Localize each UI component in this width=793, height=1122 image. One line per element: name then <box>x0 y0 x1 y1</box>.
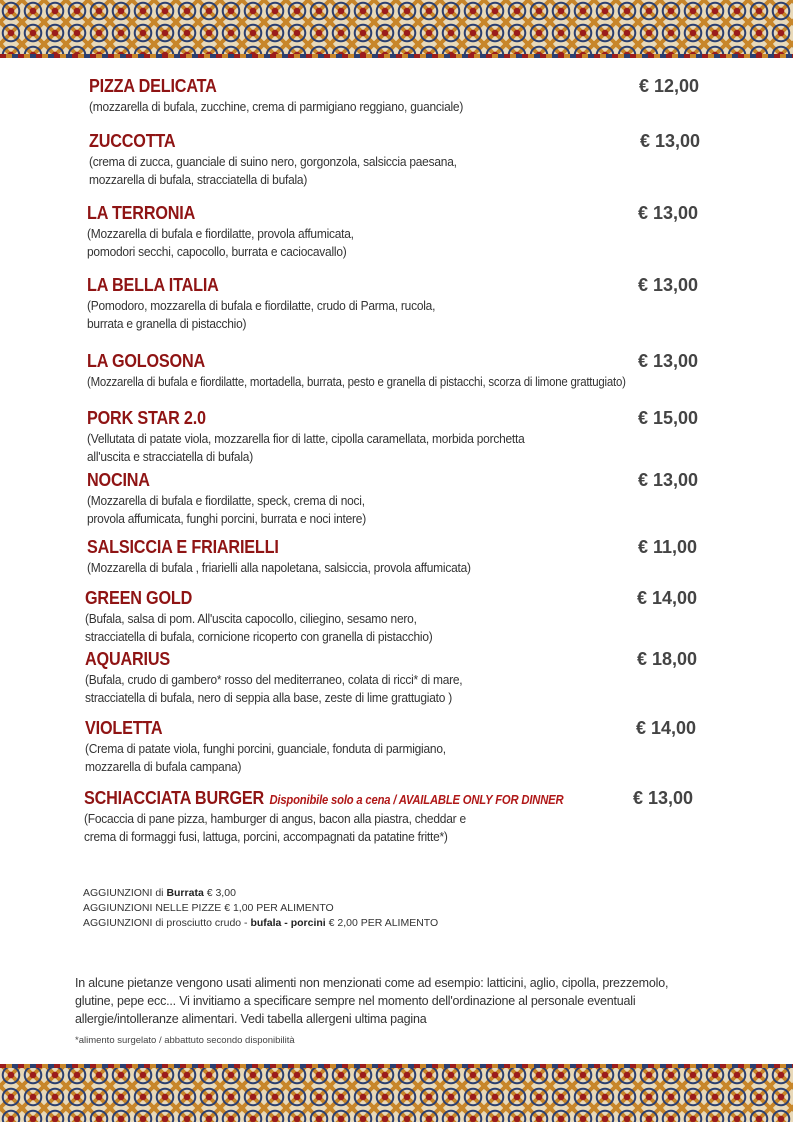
description-line: (Vellutata di patate viola, mozzarella fior di latte, cipolla caramellata, morbida porchetta <box>87 431 525 446</box>
pizza-name: AQUARIUS <box>85 649 170 669</box>
description-line: (Mozzarella di bufala e fiordilatte, provola affumicata, <box>87 226 354 241</box>
pizza-description <box>87 225 354 261</box>
frozen-footnote: *alimento surgelato / abbattuto secondo disponibilità <box>75 1035 295 1046</box>
description-line: mozzarella di bufala, stracciatella di bufala) <box>89 172 308 187</box>
extra-burrata: AGGIUNZIONI di Burrata € 3,00 <box>83 887 236 899</box>
description-line: (mozzarella di bufala, zucchine, crema di parmigiano reggiano, guanciale) <box>89 99 464 114</box>
pizza-description <box>84 810 466 846</box>
pizza-price: € 18,00 <box>637 649 698 669</box>
pizza-price: € 13,00 <box>638 203 699 223</box>
pizza-description <box>85 610 433 646</box>
description-line: (Pomodoro, mozzarella di bufala e fiordilatte, crudo di Parma, rucola, <box>87 298 436 313</box>
dinner-only-note: Disponibile solo a cena / AVAILABLE ONLY FOR DINNER <box>269 793 564 807</box>
pizza-name: PIZZA DELICATA <box>89 76 217 96</box>
pizza-name: PORK STAR 2.0 <box>87 408 206 428</box>
pizza-name: SALSICCIA E FRIARIELLI <box>87 537 279 557</box>
description-line: (Bufala, salsa di pom. All'uscita capocollo, ciliegino, sesamo nero, <box>85 611 417 626</box>
disclaimer-line: allergie/intolleranze alimentari. Vedi tabella allergeni ultima pagina <box>75 1012 427 1026</box>
pizza-name: LA GOLOSONA <box>87 351 206 371</box>
pizza-price: € 13,00 <box>638 351 699 371</box>
pizza-price: € 14,00 <box>636 718 697 738</box>
description-line: (crema di zucca, guanciale di suino nero, gorgonzola, salsiccia paesana, <box>89 154 457 169</box>
description-line: (Crema di patate viola, funghi porcini, guanciale, fonduta di parmigiano, <box>85 741 446 756</box>
pizza-description <box>87 430 525 466</box>
pizza-name: LA BELLA ITALIA <box>87 275 219 295</box>
pizza-name: NOCINA <box>87 470 150 490</box>
description-line: stracciatella di bufala, cornicione ricoperto con granella di pistacchio) <box>85 629 433 644</box>
pizza-price: € 13,00 <box>640 131 701 151</box>
pizza-price: € 14,00 <box>637 588 698 608</box>
pizza-description <box>85 671 462 707</box>
pizza-name: GREEN GOLD <box>85 588 193 608</box>
disclaimer-line: glutine, pepe ecc... Vi invitiamo a specificare sempre nel momento dell'ordinazione al personale eventuali <box>75 994 636 1008</box>
pizza-price: € 13,00 <box>633 788 694 808</box>
description-line: (Mozzarella di bufala e fiordilatte, speck, crema di noci, <box>87 493 365 508</box>
pizza-name: VIOLETTA <box>85 718 163 738</box>
description-line: crema di formaggi fusi, lattuga, porcini, accompagnati da patatine fritte*) <box>84 829 448 844</box>
extra-crudo: AGGIUNZIONI di prosciutto crudo - bufala - porcini € 2,00 PER ALIMENTO <box>83 917 439 929</box>
decorative-tile-border-bottom <box>0 1064 793 1122</box>
disclaimer-line: In alcune pietanze vengono usati alimenti non menzionati come ad esempio: latticini, aglio, cipolla, prezzemolo, <box>75 976 669 990</box>
pizza-description <box>87 297 435 333</box>
pizza-description <box>89 153 457 189</box>
pizza-price: € 12,00 <box>639 76 700 96</box>
pizza-name: ZUCCOTTA <box>89 131 176 151</box>
description-line: mozzarella di bufala campana) <box>85 759 242 774</box>
description-line: provola affumicata, funghi porcini, burrata e noci intere) <box>87 511 366 526</box>
description-line: (Mozzarella di bufala , friarielli alla napoletana, salsiccia, provola affumicata) <box>87 560 471 575</box>
pizza-price: € 11,00 <box>638 537 698 557</box>
pizza-name: LA TERRONIA <box>87 203 196 223</box>
decorative-tile-border-top <box>0 0 793 58</box>
pizza-name <box>84 788 563 809</box>
extras-list <box>83 886 438 931</box>
pizza-description <box>89 98 463 116</box>
pizza-description <box>87 559 471 577</box>
pizza-description <box>87 373 626 391</box>
description-line: (Mozzarella di bufala e fiordilatte, mortadella, burrata, pesto e granella di pistacchi, scorza di limone grattugiato) <box>87 374 626 389</box>
allergen-disclaimer <box>75 974 755 1028</box>
pizza-price: € 13,00 <box>638 470 699 490</box>
pizza-description <box>87 492 366 528</box>
description-line: pomodori secchi, capocollo, burrata e caciocavallo) <box>87 244 347 259</box>
pizza-description <box>85 740 446 776</box>
description-line: stracciatella di bufala, nero di seppia alla base, zeste di lime grattugiato ) <box>85 690 452 705</box>
description-line: (Bufala, crudo di gambero* rosso del mediterraneo, colata di ricci* di mare, <box>85 672 463 687</box>
extra-per-item: AGGIUNZIONI NELLE PIZZE € 1,00 PER ALIMENTO <box>83 902 334 914</box>
description-line: (Focaccia di pane pizza, hamburger di angus, bacon alla piastra, cheddar e <box>84 811 466 826</box>
description-line: burrata e granella di pistacchio) <box>87 316 247 331</box>
pizza-price: € 15,00 <box>638 408 699 428</box>
pizza-price: € 13,00 <box>638 275 699 295</box>
description-line: all'uscita e stracciatella di bufala) <box>87 449 253 464</box>
pizza-name-text: SCHIACCIATA BURGER <box>84 788 265 808</box>
